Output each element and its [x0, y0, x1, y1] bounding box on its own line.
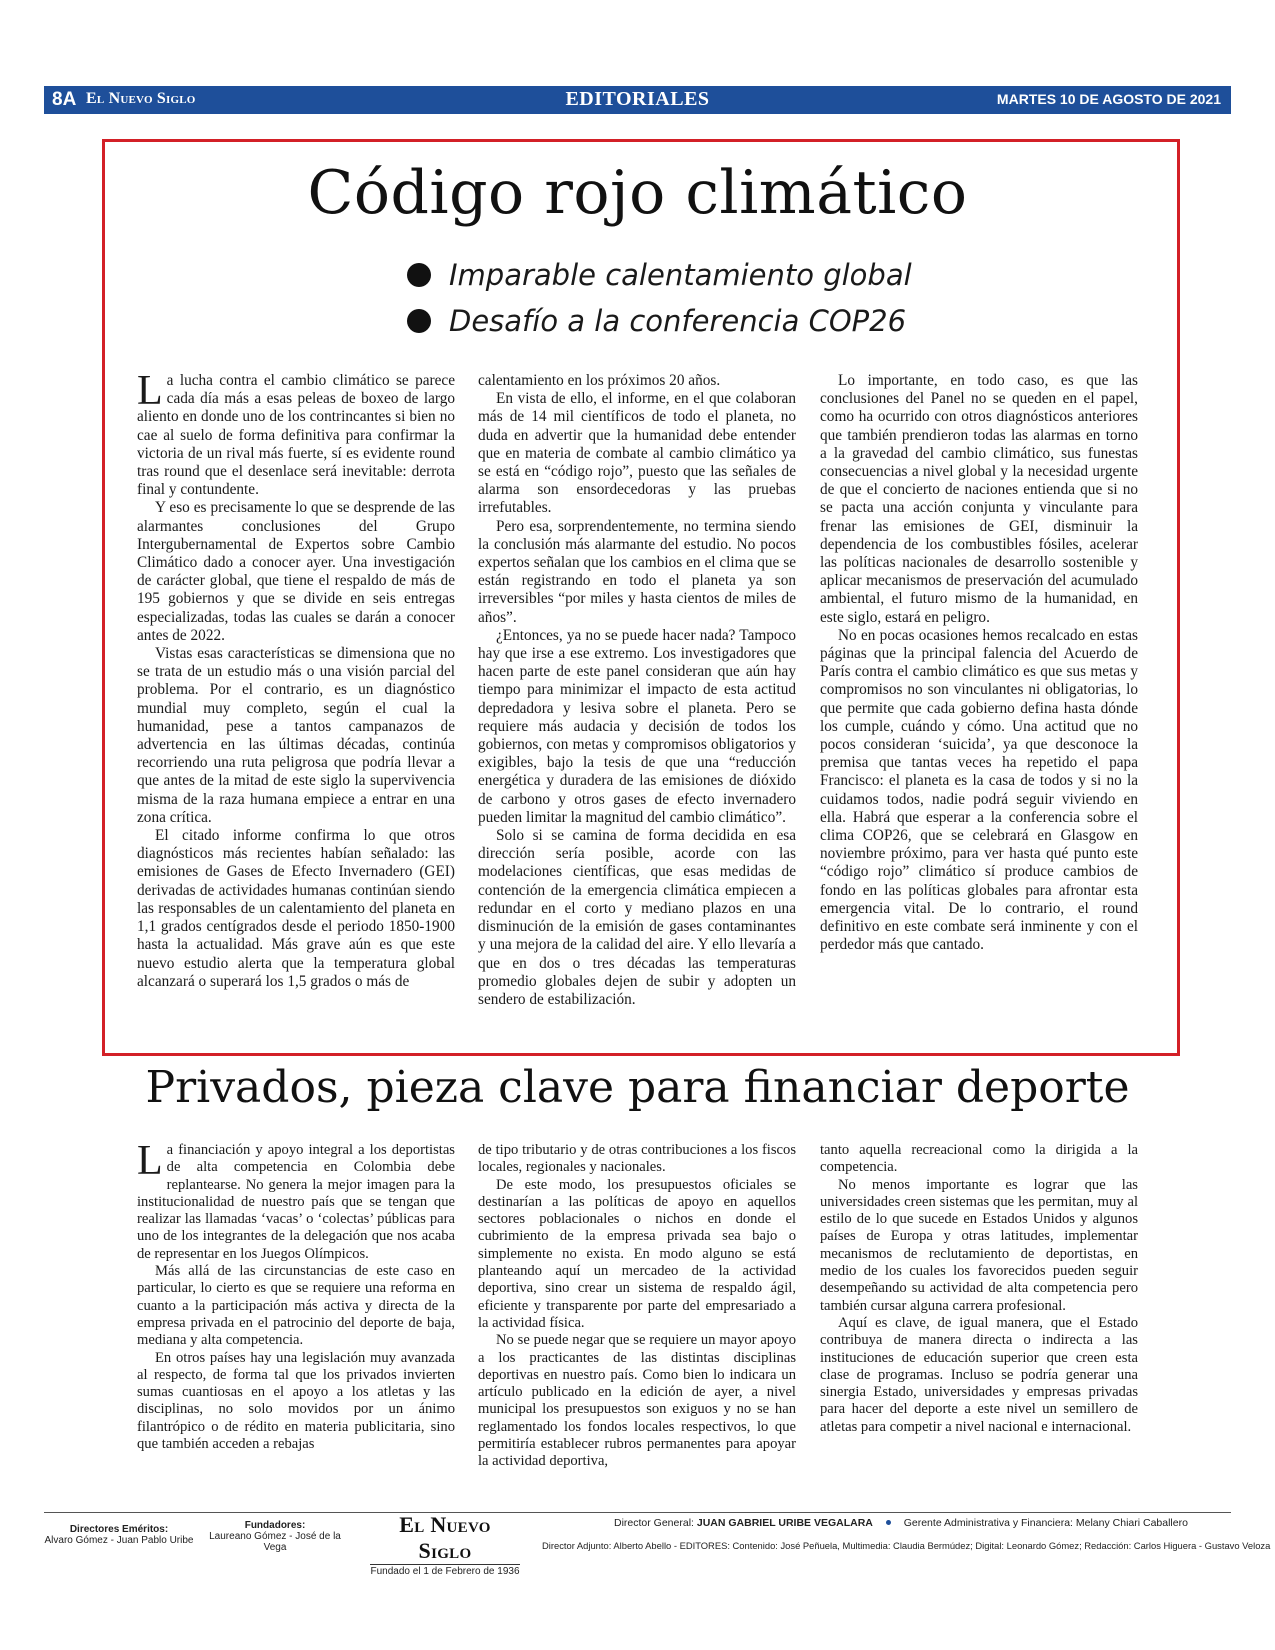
editorial-column-1	[137, 368, 455, 991]
editorial-column-2	[478, 372, 796, 1009]
paragraph: ¿Entonces, ya no se puede hacer nada? Tampoco hay que irse a ese extremo. Los investigadores que hacen parte de este panel consideran que aún hay tiempo para minimizar el impacto de esta actitud depredadora y lesiva sobre el planeta. Pero se requiere más audacia y decisión de todos los gobiernos, con metas y compromisos obligatorios y exigibles, bajo la tesis de que una “reducción energética y duradera de las emisiones de dióxido de carbono y otros gases de efecto invernadero pueden limitar la magnitud del cambio climático”.	[478, 626, 796, 826]
paragraph: La lucha contra el cambio climático se parece cada día más a esas peleas de boxeo de largo aliento en donde uno de los contrincantes si bien no cae al suelo de forma definitiva para confirmar la victoria de un rival más fuerte, sí es evidente round tras round que el desenlace será inevitable: derrota final y contundente.	[137, 368, 455, 499]
editorial-2-column-3	[820, 1142, 1138, 1436]
director-general-label: Director General:	[614, 1517, 694, 1529]
directors-names: Alvaro Gómez - Juan Pablo Uribe	[44, 1535, 194, 1546]
subtitle-text: Desafío a la conferencia COP26	[449, 304, 907, 338]
founders-label: Fundadores:	[244, 1520, 306, 1531]
bullet-dot-icon	[407, 309, 431, 333]
paragraph: No se puede negar que se requiere un mayor apoyo a los practicantes de las distintas disciplinas deportivas en nuestro país. Como bien lo indicara un artículo publicado en la edición de ayer, a nivel municipal los presupuestos son exiguos y no se han reglamentado los fondos locales respectivos, lo que permitiría establecer rubros permanentes para apoyar la actividad deportiva,	[478, 1332, 796, 1470]
paragraph: Solo si se camina de forma decidida en esa dirección sería posible, acorde con las modelaciones científicas, que esas medidas de contención de la emergencia climática empiecen a redundar en el corto y mediano plazos en una disminución de la emisión de gases contaminantes y una mejora de la calidad del aire. Y ello llevaría a que en dos o tres décadas las temperaturas promedio globales dejen de subir y adopten un sendero de estabilización.	[478, 827, 796, 1008]
paragraph: De este modo, los presupuestos oficiales se destinarían a las políticas de apoyo en aquellos sectores poblacionales o nichos en donde el cubrimiento de la empresa privada sea bajo o simplemente no exista. En modo alguno se está planteando aquí un mercadeo de la actividad deportiva, sino crear un sistema de respaldo ágil, eficiente y transparente por parte del empresariado a la actividad física.	[478, 1176, 796, 1331]
paragraph: Y eso es precisamente lo que se desprende de las alarmantes conclusiones del Grupo Intergubernamental de Expertos sobre Cambio Climático dado a conocer ayer. Una investigación de carácter global, que tiene el respaldo de más de 195 gobiernos y que se divide en seis entregas especializadas, todas las cuales se darán a conocer antes de 2022.	[137, 499, 455, 644]
founded-date: Fundado el 1 de Febrero de 1936	[370, 1566, 520, 1577]
editorial-2-column-1	[137, 1138, 455, 1453]
founders-names: Laureano Gómez - José de la Vega	[209, 1531, 341, 1553]
bullet-dot-icon	[407, 263, 431, 287]
director-general-name: JUAN GABRIEL URIBE VEGALARA	[696, 1517, 873, 1529]
footer-logo	[370, 1512, 520, 1577]
paragraph: En otros países hay una legislación muy avanzada al respecto, de forma tal que los privados invierten sumas cuantiosas en el apoyo a los atletas y las disciplinas, no solo movidos por un ánimo filantrópico o de rédito en materia publicitaria, sino que también acceden a rebajas	[137, 1349, 455, 1453]
editorial-2-title: Privados, pieza clave para financiar deporte	[145, 1062, 1130, 1113]
paragraph: En vista de ello, el informe, en el que colaboran más de 14 mil científicos de todo el planeta, no duda en advertir que la humanidad debe entender que en materia de combate al cambio climático ya se está en “código rojo”, puesto que las señales de alarma son ensordecedoras y las pruebas irrefutables.	[478, 390, 796, 517]
paragraph: tanto aquella recreacional como la dirigida a la competencia.	[820, 1142, 1138, 1176]
editorial-title: Código rojo climático	[307, 158, 968, 228]
paragraph: Aquí es clave, de igual manera, que el Estado contribuya de manera directa o indirecta a las instituciones de educación superior que creen esta clase de programas. Incluso se podría generar una sinergia Estado, universidades y empresas privadas para hacer del deporte a este nivel un semillero de atletas para competir a nivel nacional e internacional.	[820, 1314, 1138, 1435]
paragraph: de tipo tributario y de otras contribuciones a los fiscos locales, regionales y nacionales.	[478, 1142, 796, 1176]
directors-label: Directores Eméritos:	[69, 1524, 169, 1535]
paragraph: Más allá de las circunstancias de este caso en particular, lo cierto es que se requiere una reforma en cuanto a la participación más activa y directa de la empresa privada en el patrocinio del deporte de baja, mediana y alta competencia.	[137, 1263, 455, 1349]
page-header-bar	[44, 86, 1231, 114]
newspaper-logo: El Nuevo Siglo	[370, 1512, 520, 1565]
separator-dot-icon	[886, 1520, 891, 1525]
section-title: EDITORIALES	[565, 88, 710, 110]
footer-staff-line: Director Adjunto: Alberto Abello - EDITORES: Contenido: José Peñuela, Multimedia: Claudia Bermúdez; Digital: Leonardo Gómez; Redacción: Carlos Higuera - Gustavo Veloza	[542, 1540, 1271, 1551]
footer-management	[614, 1517, 1188, 1529]
paragraph: calentamiento en los próximos 20 años.	[478, 372, 721, 389]
editorial-subtitles	[407, 252, 912, 344]
paragraph: No menos importante es lograr que las universidades creen sistemas que les permitan, muy al estilo de lo que sucede en Estados Unidos y algunos países de Europa y otras latitudes, implementar mecanismos de reclutamiento de deportistas, en medio de los cuales los favorecidos pueden seguir desempeñando su actividad de alta competencia pero también cursar alguna carrera profesional.	[820, 1176, 1138, 1314]
gerente-name: Melany Chiari Caballero	[1075, 1517, 1188, 1529]
footer-founders	[200, 1520, 350, 1553]
editorial-column-3	[820, 372, 1138, 955]
subtitle-item	[407, 252, 912, 298]
gerente-label: Gerente Administrativa y Financiera:	[903, 1517, 1073, 1529]
brand-name: El Nuevo Siglo	[86, 90, 196, 107]
paragraph: La financiación y apoyo integral a los deportistas de alta competencia en Colombia debe replantearse. No genera la mejor imagen para la institucionalidad de nuestro país que se tengan que realizar las llamadas ‘vacas’ o ‘colectas’ públicas para uno de los integrantes de la delegación que nos acaba de representar en los Juegos Olímpicos.	[137, 1138, 455, 1262]
drop-cap: L	[137, 1138, 163, 1184]
page-number: 8A	[52, 89, 77, 110]
paragraph: Vistas esas características se dimensiona que no se trata de un estudio más o una visión parcial del problema. Por el contrario, es un diagnóstico mundial muy completo, según el cual la humanidad, pese a tantos campanazos de advertencia en las últimas décadas, continúa recorriendo una ruta peligrosa que podría llevar a que antes de la mitad de este siglo la supervivencia misma de la raza humana empiece a entrar en una zona crítica.	[137, 645, 455, 826]
paragraph: Pero esa, sorprendentemente, no termina siendo la conclusión más alarmante del estudio. No pocos expertos señalan que los cambios en el clima que se están registrando en todo el planeta ya son irreversibles “por miles y hasta cientos de miles de años”.	[478, 517, 796, 626]
editorial-2-column-2	[478, 1142, 796, 1471]
paragraph: El citado informe confirma lo que otros diagnósticos más recientes habían señalado: las emisiones de Gases de Efecto Invernadero (GEI) derivadas de actividades humanas continúan siendo las responsables de un calentamiento del planeta en 1,1 grados centígrados desde el periodo 1850-1900 hasta la actualidad. Más grave aún es que este nuevo estudio alerta que la temperatura global alcanzará o superará los 1,5 grados o más de	[137, 827, 455, 990]
subtitle-text: Imparable calentamiento global	[449, 258, 912, 292]
subtitle-item	[407, 298, 912, 344]
paragraph: No en pocas ocasiones hemos recalcado en estas páginas que la principal falencia del Acuerdo de París contra el cambio climático es que sus metas y compromisos no son vinculantes ni obligatorias, lo que permite que cada gobierno defina hasta dónde los cumple, cuándo y cómo. Una actitud que no pocos consideran ‘suicida’, ya que desconoce la premisa que tantas veces ha repetido el papa Francisco: el planeta es la casa de todos y si no la cuidamos todos, nadie podrá seguir viviendo en ella. Habrá que esperar a la conferencia sobre el clima COP26, que se celebrará en Glasgow en noviembre próximo, para ver hasta qué punto este “código rojo” climático sí produce cambios de fondo en las políticas globales para afrontar esta emergencia vital. De lo contrario, el round definitivo en este combate será inminente y con el perdedor más que cantado.	[820, 626, 1138, 954]
drop-cap: L	[137, 368, 163, 414]
footer-divider	[44, 1512, 1231, 1513]
footer-directors	[44, 1524, 194, 1546]
paragraph: Lo importante, en todo caso, es que las conclusiones del Panel no se queden en el papel, como ha ocurrido con otros diagnósticos anteriores que también prendieron todas las alarmas en torno a la gravedad del cambio climático, sus funestas consecuencias a nivel global y la necesidad urgente de que el concierto de naciones entienda que si no se pacta una acción conjunta y vinculante para frenar las emisiones de GEI, disminuir la dependencia de los combustibles fósiles, acelerar las políticas nacionales de desarrollo sostenible y aplicar mecanismos de preservación del acumulado ambiental, el futuro mismo de la humanidad, en este siglo, estará en peligro.	[820, 372, 1138, 626]
issue-date: MARTES 10 DE AGOSTO DE 2021	[996, 91, 1221, 107]
